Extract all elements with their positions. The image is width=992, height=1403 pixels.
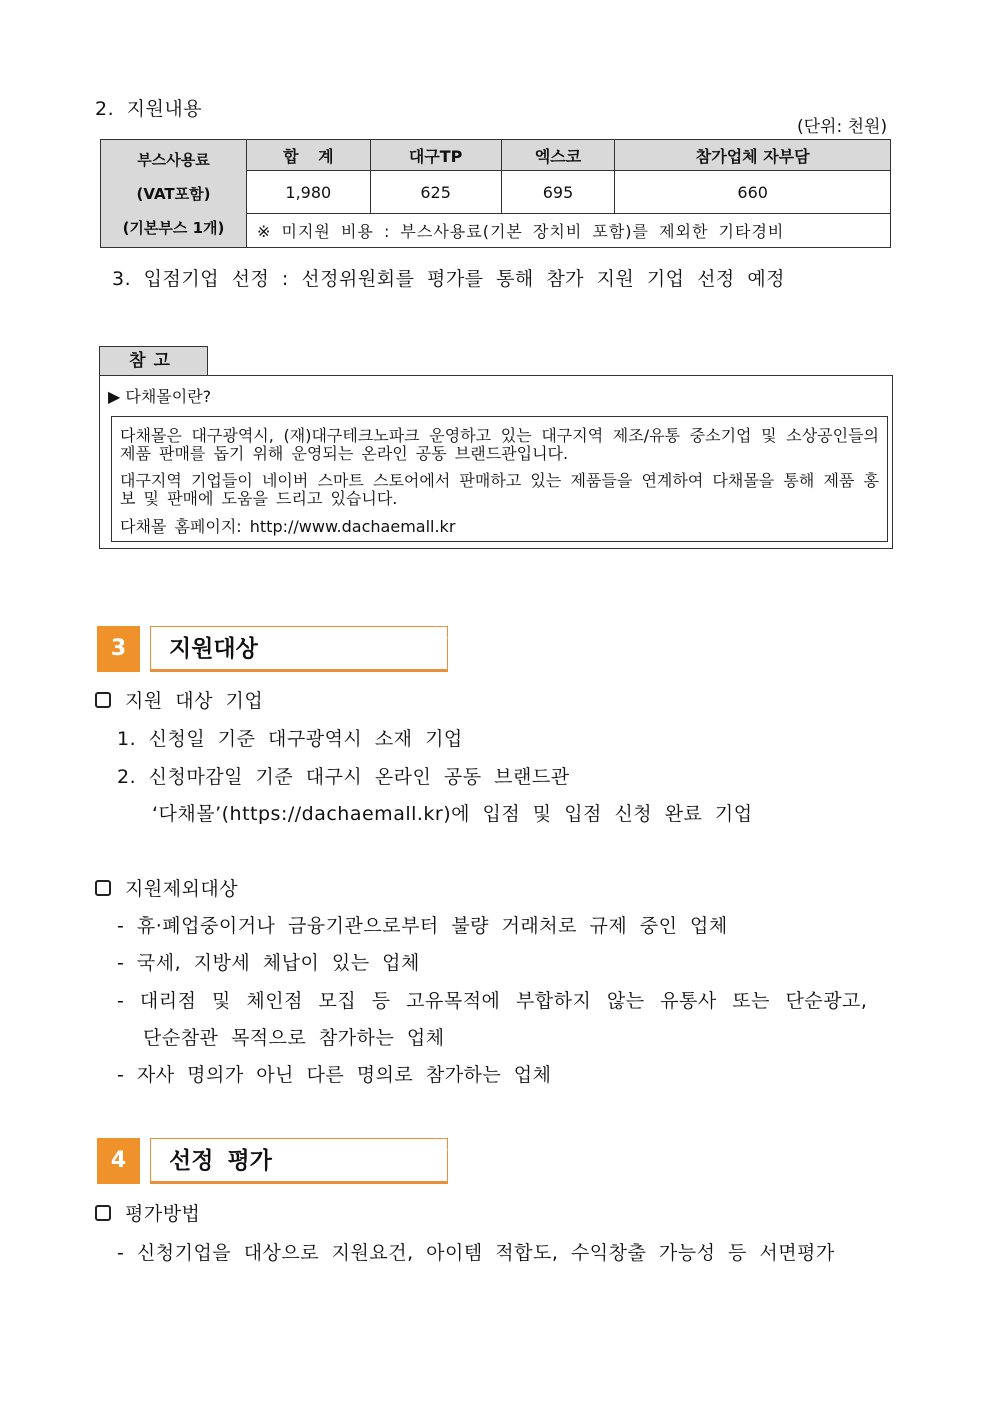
method-heading [95,1199,200,1226]
target-heading-text: 지원 대상 기업 [125,690,264,712]
col-daegutp: 대구TP [370,140,501,171]
col-exco: 엑스코 [501,140,615,171]
row-header [101,140,247,248]
section-number: 3 [97,626,140,672]
section-title: 선정 평가 [150,1138,448,1184]
method-heading-text: 평가방법 [125,1203,201,1225]
corner-fold [436,626,448,638]
target-item: 1. 신청일 기준 대구광역시 소재 기업 [117,728,463,750]
value-daegutp: 625 [370,171,501,214]
cost-table [100,139,891,248]
row-header-line: 부스사용료 [137,150,210,169]
method-item: - 신청기업을 대상으로 지원요건, 아이템 적합도, 수익창출 가능성 등 서면평가 [117,1242,835,1264]
reference-para: 대구지역 기업들이 네이버 스마트 스토어에서 판매하고 있는 제품들을 연계하여 다채몰을 통해 제품 홍보 및 판매에 도움을 드리고 있습니다. [120,471,879,508]
excluded-item: - 자사 명의가 아닌 다른 명의로 참가하는 업체 [117,1064,552,1086]
target-item: 2. 신청마감일 기준 대구시 온라인 공동 브랜드관 [117,766,570,788]
section-number: 4 [97,1138,140,1184]
value-total: 1,980 [247,171,371,214]
support-heading: 2. 지원내용 [95,98,203,120]
reference-homepage: 다채몰 홈페이지: http://www.dachaemall.kr [120,517,456,536]
col-self: 참가업체 자부담 [615,140,891,171]
unit-label: (단위: 천원) [797,117,888,137]
checkbox-icon [95,880,111,896]
corner-fold [436,1138,448,1150]
excluded-item: - 휴·폐업중이거나 금융기관으로부터 불량 거래처로 규제 중인 업체 [117,915,728,937]
reference-content [111,416,888,542]
selection-line: 3. 입점기업 선정 : 선정위원회를 평가를 통해 참가 지원 기업 선정 예정 [112,268,786,290]
table-note: ※ 미지원 비용 : 부스사용료(기본 장치비 포함)를 제외한 기타경비 [247,214,891,248]
reference-question: ▶ 다채몰이란? [108,387,212,406]
value-exco: 695 [501,171,615,214]
excluded-item: - 국세, 지방세 체납이 있는 업체 [117,952,420,974]
target-heading [95,686,263,713]
row-header-line: (VAT포함) [136,184,211,203]
excluded-item: - 대리점 및 체인점 모집 등 고유목적에 부합하지 않는 유통사 또는 단순광고, [117,990,868,1012]
col-total: 합 계 [247,140,371,171]
checkbox-icon [95,692,111,708]
excluded-item-cont: 단순참관 목적으로 참가하는 업체 [143,1027,445,1049]
checkbox-icon [95,1205,111,1221]
excluded-heading [95,874,238,901]
row-header-line: (기본부스 1개) [122,218,225,237]
excluded-heading-text: 지원제외대상 [125,878,239,900]
reference-tab: 참고 [99,346,208,375]
target-item-cont: ‘다채몰’(https://dachaemall.kr)에 입점 및 입점 신청 완료 기업 [152,803,753,825]
value-self: 660 [615,171,891,214]
reference-para: 다채몰은 대구광역시, (재)대구테크노파크 운영하고 있는 대구지역 제조/유통 중소기업 및 소상공인들의 제품 판매를 돕기 위해 운영되는 온라인 공동 브랜드관입니다. [120,426,879,463]
section-title: 지원대상 [150,626,448,672]
